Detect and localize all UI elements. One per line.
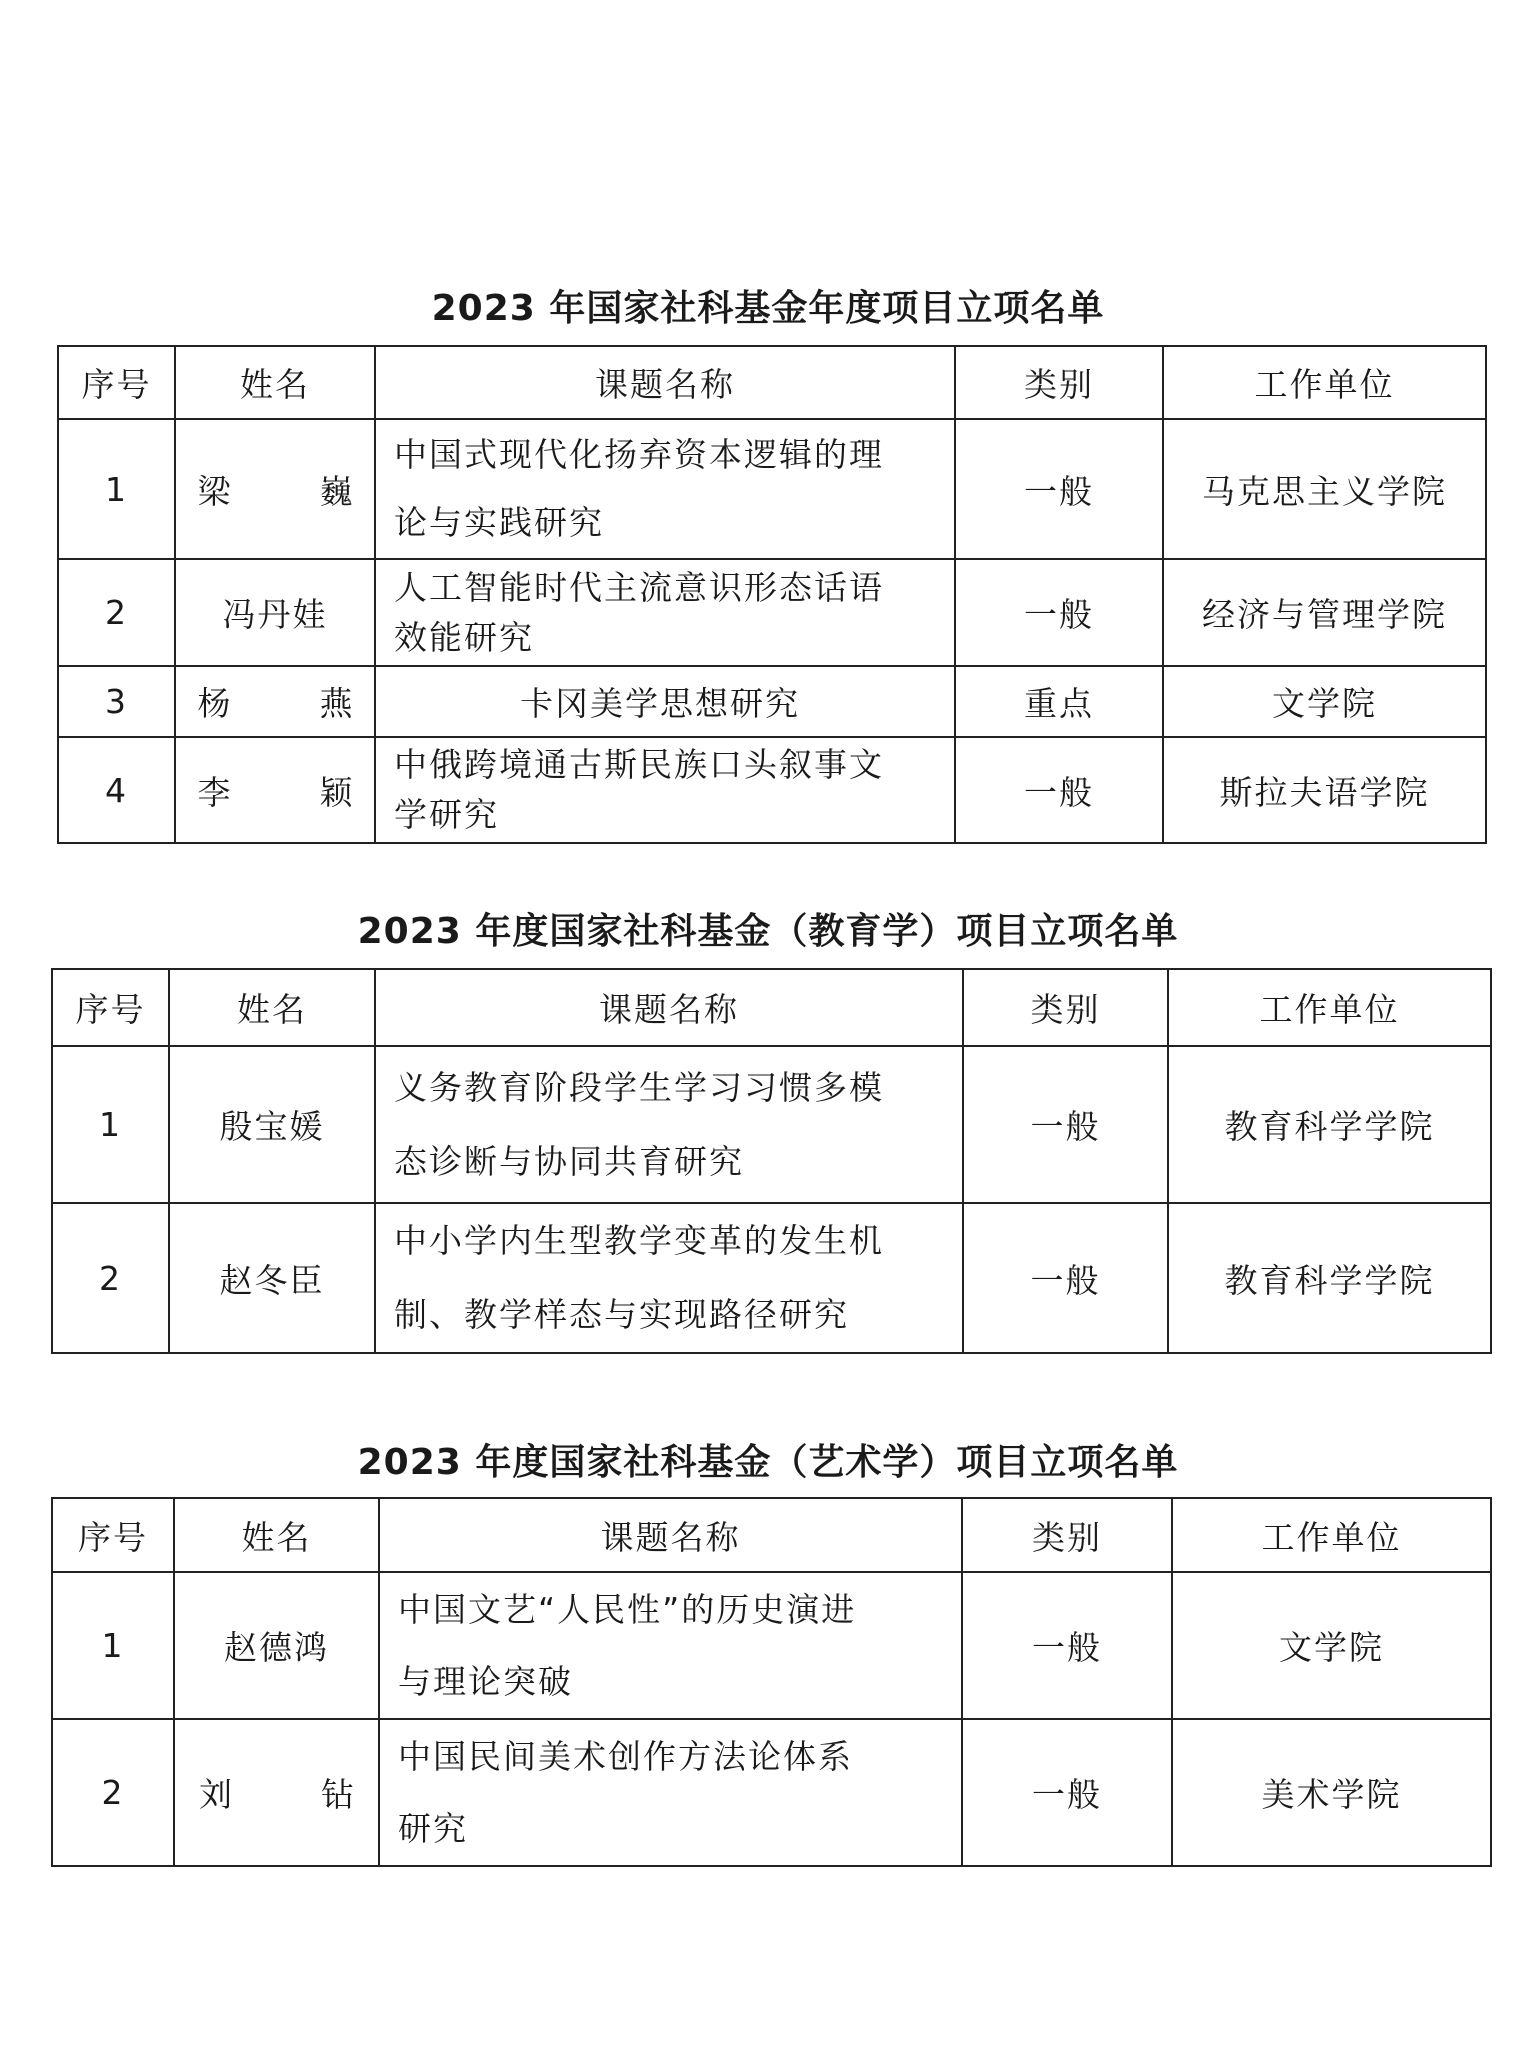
header-unit: 工作单位 — [1168, 969, 1491, 1046]
row-name: 赵冬臣 — [169, 1203, 375, 1353]
topic-line: 义务教育阶段学生学习习惯多模 — [394, 1067, 884, 1107]
section-title-annual: 2023 年国家社科基金年度项目立项名单 — [431, 288, 1105, 329]
row-unit: 经济与管理学院 — [1163, 559, 1486, 666]
header-unit: 工作单位 — [1172, 1498, 1491, 1572]
header-no: 序号 — [52, 969, 169, 1046]
row-topic — [379, 1719, 962, 1866]
row-unit: 文学院 — [1172, 1572, 1491, 1719]
row-name: 梁 巍 — [175, 419, 375, 559]
row-unit: 马克思主义学院 — [1163, 419, 1486, 559]
row-no: 2 — [58, 559, 175, 666]
row-category: 重点 — [955, 666, 1163, 737]
row-category: 一般 — [962, 1572, 1172, 1719]
topic-line: 中国式现代化扬弃资本逻辑的理 — [394, 435, 884, 474]
row-no: 4 — [58, 737, 175, 843]
topic-line: 态诊断与协同共育研究 — [394, 1141, 744, 1181]
row-unit: 教育科学学院 — [1168, 1203, 1491, 1353]
header-topic: 课题名称 — [375, 969, 963, 1046]
section-title-art: 2023 年度国家社科基金（艺术学）项目立项名单 — [357, 1442, 1179, 1483]
table-row — [52, 1046, 1491, 1203]
row-no: 1 — [52, 1572, 174, 1719]
topic-line: 学研究 — [394, 795, 499, 834]
row-unit: 教育科学学院 — [1168, 1046, 1491, 1203]
table-art-projects — [51, 1497, 1492, 1867]
row-category: 一般 — [955, 737, 1163, 843]
row-topic — [379, 1572, 962, 1719]
header-name: 姓名 — [174, 1498, 379, 1572]
header-no: 序号 — [52, 1498, 174, 1572]
table-row — [52, 1572, 1491, 1719]
table-header-row — [58, 346, 1486, 419]
header-topic: 课题名称 — [375, 346, 955, 419]
table-row — [58, 737, 1486, 843]
table-annual-projects — [57, 345, 1487, 844]
row-unit: 文学院 — [1163, 666, 1486, 737]
header-name: 姓名 — [175, 346, 375, 419]
row-unit: 美术学院 — [1172, 1719, 1491, 1866]
table-row — [52, 1203, 1491, 1353]
row-topic — [375, 1203, 963, 1353]
topic-line: 论与实践研究 — [394, 503, 604, 542]
topic-line: 与理论突破 — [398, 1661, 573, 1701]
row-name: 殷宝媛 — [169, 1046, 375, 1203]
header-category: 类别 — [962, 1498, 1172, 1572]
header-category: 类别 — [963, 969, 1168, 1046]
row-name: 赵德鸿 — [174, 1572, 379, 1719]
topic-line: 中国民间美术创作方法论体系 — [398, 1736, 853, 1776]
table-header-row — [52, 969, 1491, 1046]
topic-line: 中俄跨境通古斯民族口头叙事文 — [394, 745, 884, 784]
section-title-education: 2023 年度国家社科基金（教育学）项目立项名单 — [357, 911, 1179, 952]
row-name: 刘 钻 — [174, 1719, 379, 1866]
topic-line: 效能研究 — [394, 617, 534, 657]
table-header-row — [52, 1498, 1491, 1572]
row-unit: 斯拉夫语学院 — [1163, 737, 1486, 843]
header-topic: 课题名称 — [379, 1498, 962, 1572]
topic-line: 制、教学样态与实现路径研究 — [394, 1295, 849, 1334]
table-row — [52, 1719, 1491, 1866]
row-no: 2 — [52, 1719, 174, 1866]
row-name: 冯丹娃 — [175, 559, 375, 666]
row-category: 一般 — [955, 419, 1163, 559]
topic-line: 中小学内生型教学变革的发生机 — [394, 1221, 884, 1260]
header-category: 类别 — [955, 346, 1163, 419]
row-category: 一般 — [955, 559, 1163, 666]
topic-line: 研究 — [398, 1808, 468, 1848]
row-no: 2 — [52, 1203, 169, 1353]
row-topic — [375, 419, 955, 559]
row-no: 1 — [52, 1046, 169, 1203]
row-topic — [375, 1046, 963, 1203]
table-row — [58, 666, 1486, 737]
header-name: 姓名 — [169, 969, 375, 1046]
header-no: 序号 — [58, 346, 175, 419]
table-row — [58, 419, 1486, 559]
row-name: 杨 燕 — [175, 666, 375, 737]
row-topic — [375, 737, 955, 843]
row-category: 一般 — [963, 1046, 1168, 1203]
row-category: 一般 — [962, 1719, 1172, 1866]
topic-line: 人工智能时代主流意识形态话语 — [394, 567, 884, 607]
topic-line: 中国文艺“人民性”的历史演进 — [398, 1589, 857, 1629]
row-name: 李 颖 — [175, 737, 375, 843]
table-education-projects — [51, 968, 1492, 1354]
row-category: 一般 — [963, 1203, 1168, 1353]
row-no: 1 — [58, 419, 175, 559]
header-unit: 工作单位 — [1163, 346, 1486, 419]
row-no: 3 — [58, 666, 175, 737]
row-topic — [375, 559, 955, 666]
topic-line: 卡冈美学思想研究 — [520, 684, 800, 723]
table-row — [58, 559, 1486, 666]
row-topic — [375, 666, 955, 737]
